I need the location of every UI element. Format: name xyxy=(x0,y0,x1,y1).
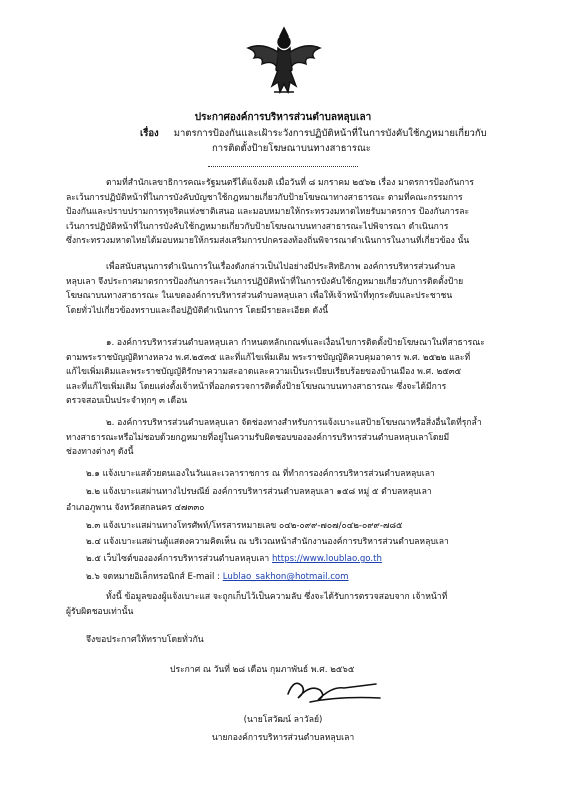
paragraph-line: และที่แก้ไขเพิ่มเติม โดยแต่งตั้งเจ้าหน้าที่ออกตรวจการติดตั้งป้ายโฆษณาบนทางสาธารณะ ซึ่งจะได้มีการ xyxy=(66,381,447,392)
paragraph-line: ตามที่สำนักเลขาธิการคณะรัฐมนตรีได้แจ้งมติ เมื่อวันที่ ๘ มกราคม ๒๕๖๒ เรื่อง มาตรการป้องกันการ xyxy=(106,178,474,188)
subject-label: เรื่อง xyxy=(140,128,159,139)
paragraph-line: ละเว้นการปฏิบัติหน้าที่ในการบังคับบัญชาใช้กฎหมายเกี่ยวกับป้ายโฆษณาทางสาธารณะ ตามที่คณะกรรมการ xyxy=(66,192,463,203)
paragraph-line: ช่องทางต่างๆ ดังนี้ xyxy=(66,447,134,458)
paragraph-background xyxy=(66,176,506,249)
channel-item-5 xyxy=(86,551,382,565)
garuda-emblem-icon xyxy=(244,22,324,100)
paragraph-line: ๒. องค์การบริหารส่วนตำบลหลุบเลา จัดช่องทางสำหรับการแจ้งเบาะแสป้ายโฆษณาหรือสิ่งอื่นใดที่รุกล้ำ xyxy=(106,418,482,428)
paragraph-line: เพื่อสนับสนุนการดำเนินการในเรื่องดังกล่าวเป็นไปอย่างมีประสิทธิภาพ องค์การบริหารส่วนตำบล xyxy=(106,262,456,272)
paragraph-line: ตามพระราชบัญญัติทางหลวง พ.ศ.๒๕๓๕ และที่แก้ไขเพิ่มเติม พระราชบัญญัติควบคุมอาคาร พ.ศ. ๒๕๒๒ และที่ xyxy=(66,352,471,363)
channel-item-6 xyxy=(86,569,349,583)
paragraph-line: ทางสาธารณะหรือไม่ชอบด้วยกฎหมายที่อยู่ในความรับผิดชอบขององค์การบริหารส่วนตำบลหลุบเลาโดยมี xyxy=(66,432,450,443)
document-title: ประกาศองค์การบริหารส่วนตำบลหลุบเลา xyxy=(194,112,372,123)
signer-position: นายกองค์การบริหารส่วนตำบลหลุบเลา xyxy=(211,733,355,743)
closing-statement: จึงขอประกาศให้ทราบโดยทั่วกัน xyxy=(86,635,204,645)
subject-block xyxy=(140,126,500,154)
paragraph-line: โดยทั่วไปเกี่ยวข้องทราบและถือปฏิบัติดำเนินการ โดยมีรายละเอียด ดังนี้ xyxy=(66,305,329,316)
paragraph-line: ผู้รับผิดชอบเท่านั้น xyxy=(66,606,134,617)
paragraph-line: ทั้งนี้ ข้อมูลของผู้แจ้งเบาะแส จะถูกเก็บไว้เป็นความลับ ซึ่งจะได้รับการตรวจสอบจาก เจ้าหน้าที่ xyxy=(106,592,448,602)
paragraph-measure-1 xyxy=(66,336,506,409)
paragraph-line: เว้นการปฏิบัติหน้าที่ในการบังคับใช้กฎหมายเกี่ยวกับป้ายโฆษณาบนทางสาธารณะไปพิจารณา ดำเนินการ xyxy=(66,221,449,232)
paragraph-line: ป้องกันและปราบปรามการทุจริตแห่งชาติเสนอ และมอบหมายให้กระทรวงมหาดไทยรับมาตรการ ป้องกันการละ xyxy=(66,207,470,218)
paragraph-line: ตรวจสอบเป็นประจำทุกๆ ๓ เดือน xyxy=(66,396,188,407)
channel-item-3: ๒.๓ แจ้งเบาะแสผ่านทางโทรศัพท์/โทรสารหมายเลข ๐๔๒-๐๙๙-๗๐๗/๐๔๒-๐๙๙-๗๘๕ xyxy=(86,521,403,531)
subject-line-1: มาตรการป้องกันและเฝ้าระวังการปฏิบัติหน้าที่ในการบังคับใช้กฎหมายเกี่ยวกับ xyxy=(173,128,487,139)
paragraph-purpose xyxy=(66,260,506,318)
announcement-date: ประกาศ ณ วันที่ ๒๘ เดือน กุมภาพันธ์ พ.ศ. ๒๕๖๕ xyxy=(170,665,355,675)
paragraph-line: แก้ไขเพิ่มเติมและพระราชบัญญัติรักษาความสะอาดและความเป็นระเบียบเรียบร้อยของบ้านเมือง พ.ศ. ๒๕๓๕ xyxy=(66,367,462,378)
separator-line xyxy=(208,166,358,167)
paragraph-confidentiality xyxy=(66,590,506,619)
paragraph-line: โฆษณาบนทางสาธารณะ ในเขตองค์การบริหารส่วนตำบลหลุบเลา เพื่อให้เจ้าหน้าที่ทุกระดับและประชาชน xyxy=(66,291,453,302)
subject-line-2: การติดตั้งป้ายโฆษณาบนทางสาธารณะ xyxy=(212,143,371,154)
paragraph-line: หลุบเลา จึงประกาศมาตรการป้องกันการละเว้นการปฏิบัติหน้าที่ในการบังคับใช้กฎหมายเกี่ยวกับการติดตั้งป้าย xyxy=(66,276,464,287)
email-label: ๒.๖ จดหมายอิเล็กทรอนิกส์ E-mail : xyxy=(86,572,221,582)
website-link[interactable]: https://www.loublao.go.th xyxy=(271,554,382,564)
signer-name: (นายโสวัฒน์ ลาวัลย์) xyxy=(243,715,323,725)
channel-item-1: ๒.๑ แจ้งเบาะแสด้วยตนเองในวันและเวลาราชการ ณ ที่ทำการองค์การบริหารส่วนตำบลหลุบเลา xyxy=(86,469,435,479)
paragraph-measure-2 xyxy=(66,416,506,460)
paragraph-line: ซึ่งกระทรวงมหาดไทยได้มอบหมายให้กรมส่งเสริมการปกครองท้องถิ่นพิจารณาดำเนินการในงานที่เกี่ยวข้อง นั้น xyxy=(66,236,470,247)
website-label: ๒.๕ เว็บไซต์ขององค์การบริหารส่วนตำบลหลุบเลา xyxy=(86,554,270,564)
channel-item-4: ๒.๔ แจ้งเบาะแสผ่านตู้แสดงความคิดเห็น ณ บริเวณหน้าสำนักงานองค์การบริหารส่วนตำบลหลุบเลา xyxy=(86,537,449,547)
paragraph-line: ๑. องค์การบริหารส่วนตำบลหลุบเลา กำหนดหลักเกณฑ์และเงื่อนไขการติดตั้งป้ายโฆษณาในที่สาธารณะ xyxy=(106,338,485,348)
channel-item-2-address: อำเภอภูพาน จังหวัดสกลนคร ๔๗๓๓๐ xyxy=(66,503,205,513)
channel-item-2: ๒.๒ แจ้งเบาะแสผ่านทางไปรษณีย์ องค์การบริหารส่วนตำบลหลุบเลา ๑๕๘ หมู่ ๕ ตำบลหลุบเลา xyxy=(86,487,432,497)
email-link[interactable]: Lublao_sakhon@hotmail.com xyxy=(222,572,349,582)
handwritten-signature xyxy=(280,672,390,708)
